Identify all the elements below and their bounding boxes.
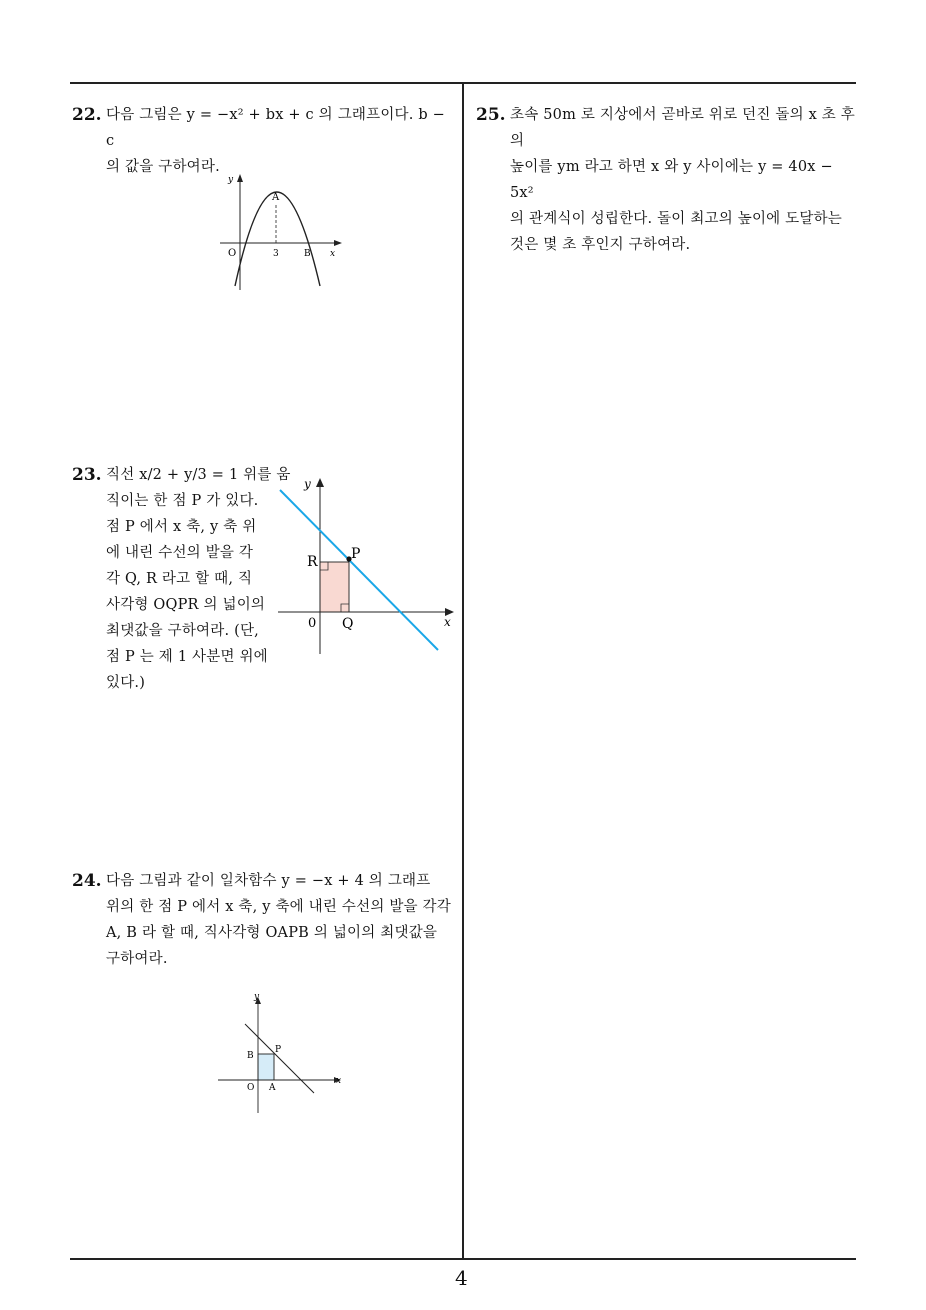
question-number: 24. [72, 871, 102, 891]
line-figure-opqr [278, 472, 468, 662]
origin-label: O [228, 248, 237, 259]
text-line: 구하여라. [106, 951, 168, 967]
text-line: A, B 라 할 때, 직사각형 OAPB 의 넓이의 최댓값을 [106, 925, 438, 941]
question-number: 22. [72, 105, 102, 125]
text-line: 최댓값을 구하여라. (단, [106, 623, 259, 639]
text-line: 점 P 는 제 1 사분면 위에 [106, 649, 268, 665]
origin-label: O [247, 1083, 255, 1093]
point-label-a: A [269, 1083, 276, 1093]
text-line: 에 내린 수선의 발을 각 [106, 545, 254, 561]
text-line: 점 P 에서 x 축, y 축 위 [106, 519, 257, 535]
text-line: 각 Q, R 라고 할 때, 직 [106, 571, 253, 587]
text-line: 다음 그림과 같이 일차함수 y = −x + 4 의 그래프 [106, 873, 431, 889]
point-label-b: B [247, 1051, 254, 1061]
text-line: 높이를 ym 라고 하면 x 와 y 사이에는 y = 40x − 5x² [510, 159, 833, 201]
point-label-p: P [275, 1045, 282, 1055]
rectangle-oqpr [320, 562, 349, 612]
text-line: 것은 몇 초 후인지 구하여라. [510, 237, 691, 253]
question-number: 23. [72, 465, 102, 485]
text-line: 직이는 한 점 P 가 있다. [106, 493, 259, 509]
text-line: 직선 x/2 + y/3 = 1 위를 움 [106, 467, 291, 483]
y-axis-label: y [304, 477, 311, 491]
text-line: 있다.) [106, 675, 146, 691]
rectangle-oapb [258, 1054, 274, 1080]
question-text [106, 462, 306, 696]
text-line: 위의 한 점 P 에서 x 축, y 축에 내린 수선의 발을 각각 [106, 899, 451, 915]
column-divider [462, 82, 464, 1259]
parabola-figure [218, 168, 358, 298]
x-axis-label: x [336, 1076, 342, 1086]
question-text [106, 868, 458, 972]
point-label-r: R [307, 554, 318, 570]
text-line: 초속 50m 로 지상에서 곧바로 위로 던진 돌의 x 초 후의 [510, 107, 855, 149]
left-column [70, 0, 460, 1260]
x-axis-label: x [444, 615, 451, 629]
text-line: 사각형 OQPR 의 넓이의 [106, 597, 266, 613]
y-axis-label: y [254, 992, 260, 1002]
question-text [510, 102, 858, 258]
text-line: 의 관계식이 성립한다. 돌이 최고의 높이에 도달하는 [510, 211, 843, 227]
line-x2-y3 [280, 490, 438, 650]
page-number: 4 [455, 1266, 468, 1290]
point-label-q: Q [342, 616, 354, 632]
text-line: 다음 그림은 y = −x² + bx + c 의 그래프이다. b − c [106, 107, 445, 149]
vertex-label-a: A [272, 192, 280, 203]
point-label-b: B [304, 249, 311, 259]
origin-label: 0 [308, 616, 317, 631]
line-figure-oapb [216, 988, 356, 1118]
right-column [474, 0, 860, 1260]
tick-label-3: 3 [273, 249, 279, 259]
question-number: 25. [476, 105, 506, 125]
x-axis-label: x [330, 249, 336, 259]
y-axis-label: y [228, 175, 234, 185]
text-line: 의 값을 구하여라. [106, 159, 220, 175]
point-label-p: P [351, 546, 361, 562]
